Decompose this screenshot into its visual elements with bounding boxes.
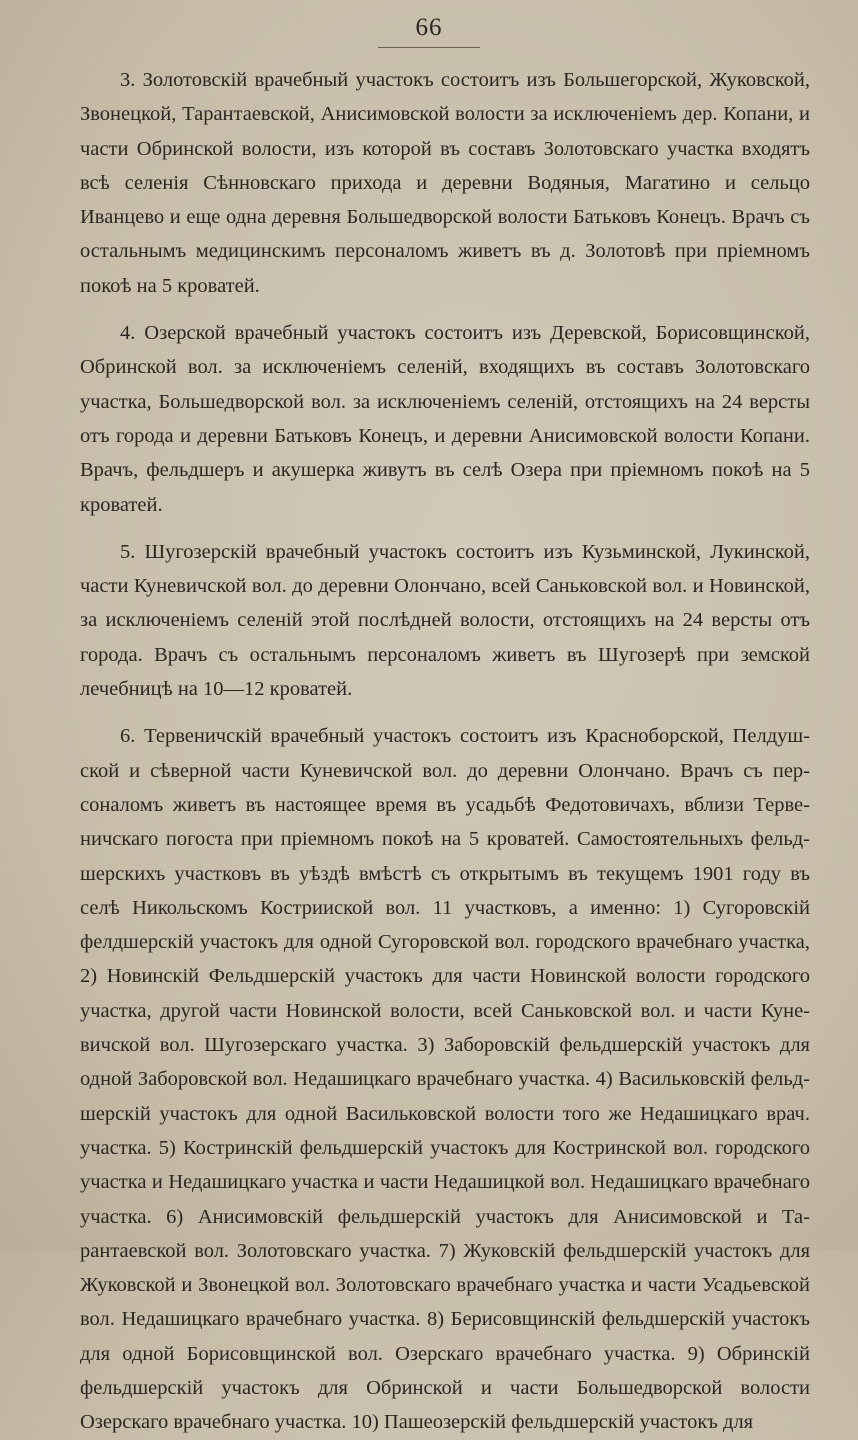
paragraph-6-tervenichsky: 6. Тервеничскій врачебный участокъ состоитъ изъ Красноборской, Пелдушской и сѣверной части Куневичской вол. до деревни Олончано. Врачъ съ персоналомъ живетъ въ настоящее время въ усадьбѣ Федотовичахъ, вблизи Тервеничскаго погоста при пріемномъ покоѣ на 5 кроватей. Самостоятельныхъ фельдшерскихъ участковъ въ уѣздѣ вмѣстѣ съ открытымъ въ текущемъ 1901 году въ селѣ Никольскомъ Кострииской вол. 11 участковъ, а именно: 1) Сугоровскій фелдшерскій участокъ для одной Сугоровской вол. городского врачебнаго участка, 2) Новинскій Фельдшерскій участокъ для части Новинской волости городского участка, другой части Новинской волости, всей Саньковской вол. и части Куневичской вол. Шугозерскаго участка. 3) Заборовскій фельдшерскій участокъ для одной Заборовской вол. Недашицкаго врачебнаго участка. 4) Васильковскій фельдшерскій участокъ для одной Васильковской волости того же Недашицкаго врач. участка. 5) Костринскій фельдшерскій участокъ для Костринской вол. городского участка и Недашицкаго участка и части Недашицкой вол. Недашицкаго врачебнаго участка. 6) Анисимовскій фельдшерскій участокъ для Анисимовской и Тарантаевской вол. Золотовскаго участка. 7) Жуковскій фельдшерскій участокъ для Жуковской и Звонецкой вол. Золотовскаго врачебнаго участка и части Усадьевской вол. Недашицкаго врачебнаго участка. 8) Берисовщинскій фельдшерскій участокъ для одной Борисовщинской вол. Озерскаго врачебнаго участка. 9) Обринскій фельдшерскій участокъ для Обринской и части Большедворской волости Озерскаго врачебнаго участка. 10) Пашеозерскій фельдшерскій участокъ для (80, 725, 810, 1434)
paragraph-3-zolotovsky: 3. Золотовскій врачебный участокъ состоитъ изъ Большегорской, Жуковской, Звонецкой, Тарантаевской, Анисимовской волости за исключеніемъ дер. Копани, и части Обринской волости, изъ которой въ составъ Золотовскаго участка входятъ всѣ селенія Сѣнновскаго прихода и деревни Водяныя, Магатино и сельцо Иванцево и еще одна деревня Большедворской волости Батьковъ Конецъ. Врачъ съ остальнымъ медицинскимъ персоналомъ живетъ въ д. Золотовѣ при пріемномъ покоѣ на 5 кроватей. (80, 69, 810, 297)
header-rule (378, 47, 480, 48)
paragraph-5-shugozersky: 5. Шугозерскій врачебный участокъ состоитъ изъ Кузьминской, Лукинской, части Куневичской вол. до деревни Олончано, всей Саньковской вол. и Новинской, за исключеніемъ селеній этой послѣдней волости, отстоящихъ на 24 версты отъ города. Врачъ съ остальнымъ персоналомъ живетъ въ Шугозерѣ при земской лечебницѣ на 10—12 кроватей. (80, 540, 810, 701)
body-text (80, 63, 810, 1440)
paragraph-4-ozerskoy: 4. Озерской врачебный участокъ состоитъ изъ Деревской, Борисовщинской, Обринской вол. за исключеніемъ селеній, входящихъ въ составъ Золотовскаго участка, Большедворской вол. за исключеніемъ селеній, отстоящихъ на 24 версты отъ города и деревни Батьковъ Конецъ, и деревни Анисимовской волости Копани. Врачъ, фельдшеръ и акушерка живутъ въ селѣ Озера при пріемномъ покоѣ на 5 кроватей. (80, 322, 810, 516)
page-number: 66 (415, 14, 443, 41)
